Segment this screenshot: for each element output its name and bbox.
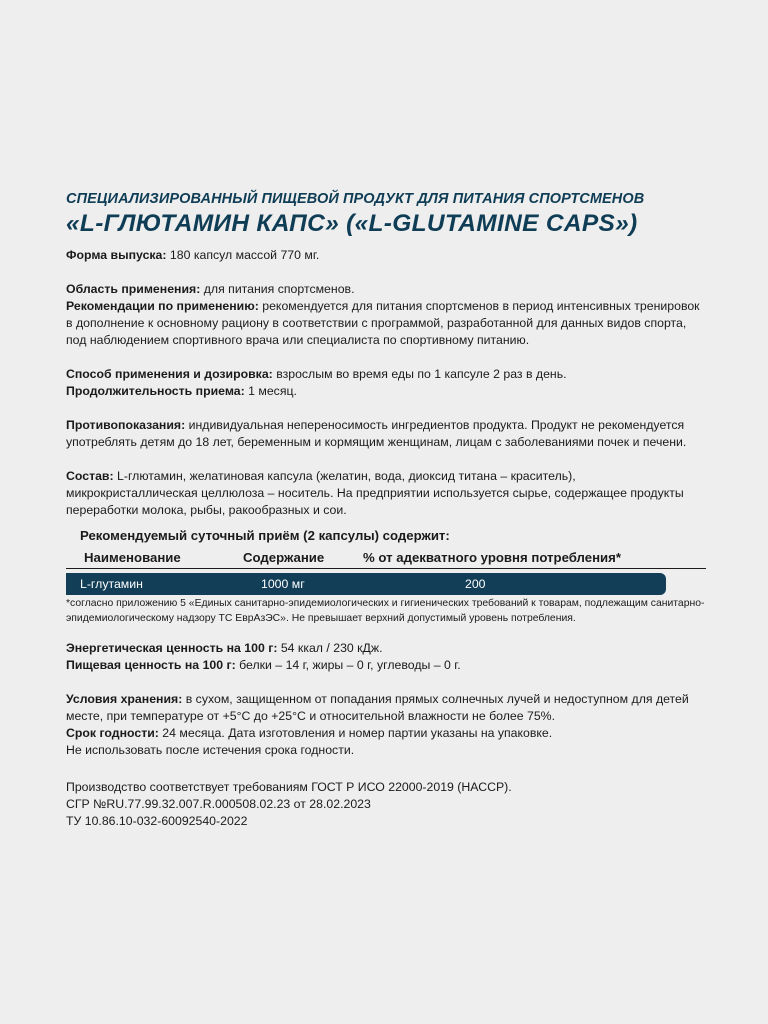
nutrition-table-row [66, 573, 666, 595]
nutritional-label: Пищевая ценность на 100 г: [66, 658, 236, 672]
dosage-text: взрослым во время еды по 1 капсуле 2 раз в день. [272, 367, 567, 381]
composition-label: Состав: [66, 469, 114, 483]
shelf-life-text: 24 месяца. Дата изготовления и номер партии указаны на упаковке. [158, 726, 553, 740]
production-standard: Производство соответствует требованиям ГОСТ Р ИСО 22000-2019 (НАССР). [66, 780, 512, 794]
header-percent: % от адекватного уровня потребления* [363, 550, 621, 565]
row-amount: 1000 мг [261, 577, 305, 591]
recommendations-text: рекомендуется для питания спортсменов в период интенсивных тренировок в дополнение к основному рациону в соответствии с программой, разработанной для данных видов спорта, под наблюдением спортивного врача или специалиста по спортивному питанию. [66, 299, 700, 347]
energy-text: 54 ккал / 230 кДж. [277, 641, 383, 655]
product-title: «L-ГЛЮТАМИН КАПС» («L-GLUTAMINE CAPS») [66, 210, 638, 237]
nutrition-table-header [66, 547, 706, 569]
row-percent: 200 [465, 577, 486, 591]
tu-number: ТУ 10.86.10-032-60092540-2022 [66, 814, 248, 828]
header-name: Наименование [84, 550, 181, 565]
storage-label: Условия хранения: [66, 692, 183, 706]
nutrition-footnote: *согласно приложению 5 «Единых санитарно-эпидемиологических и гигиенических требований к товарам, подлежащим санитарно-эпидемиологическому надзору ТС ЕврАзЭС». Не превышает верхний допустимый уровень потребления. [66, 598, 705, 624]
shelf-life-section [66, 725, 706, 742]
contraindications-text: индивидуальная непереносимость ингредиентов продукта. Продукт не рекомендуется употреблять детям до 18 лет, беременным и кормящим женщинам, лицам с заболеваниями почек и печени. [66, 418, 687, 449]
expiry-note: Не использовать после истечения срока годности. [66, 743, 355, 757]
nutrition-table-title: Рекомендуемый суточный приём (2 капсулы) содержит: [80, 528, 450, 543]
nutritional-section [66, 657, 706, 674]
storage-text: в сухом, защищенном от попадания прямых солнечных лучей и недоступном для детей месте, при температуре от +5°С до +25°С и относительной влажности не более 75%. [66, 692, 689, 723]
composition-text: L-глютамин, желатиновая капсула (желатин, вода, диоксид титана – краситель), микрокристаллическая целлюлоза – носитель. На предприятии используется сырье, содержащее продукты переработки молока, рыбы, ракообразных и сои. [66, 469, 684, 517]
header-amount: Содержание [243, 550, 325, 565]
form-section [66, 247, 706, 264]
contraindications-label: Противопоказания: [66, 418, 186, 432]
duration-label: Продолжительность приема: [66, 384, 245, 398]
product-label [66, 190, 706, 830]
energy-label: Энергетическая ценность на 100 г: [66, 641, 278, 655]
energy-section [66, 640, 706, 657]
nutritional-text: белки – 14 г, жиры – 0 г, углеводы – 0 г. [235, 658, 461, 672]
form-label: Форма выпуска: [66, 248, 167, 262]
application-label: Область применения: [66, 282, 201, 296]
product-subtitle: СПЕЦИАЛИЗИРОВАННЫЙ ПИЩЕВОЙ ПРОДУКТ ДЛЯ ПИТАНИЯ СПОРТСМЕНОВ [66, 191, 645, 207]
form-text: 180 капсул массой 770 мг. [166, 248, 320, 262]
certificate-number: СГР №RU.77.99.32.007.R.000508.02.23 от 28.02.2023 [66, 797, 371, 811]
duration-section [66, 383, 706, 400]
application-section [66, 281, 706, 298]
contraindications-section [66, 417, 706, 451]
duration-text: 1 месяц. [244, 384, 297, 398]
recommendations-label: Рекомендации по применению: [66, 299, 259, 313]
composition-section [66, 468, 706, 519]
row-name: L-глутамин [80, 577, 143, 591]
application-text: для питания спортсменов. [200, 282, 355, 296]
dosage-section [66, 366, 706, 383]
storage-section [66, 691, 706, 725]
dosage-label: Способ применения и дозировка: [66, 367, 273, 381]
shelf-life-label: Срок годности: [66, 726, 159, 740]
recommendations-section [66, 298, 706, 349]
